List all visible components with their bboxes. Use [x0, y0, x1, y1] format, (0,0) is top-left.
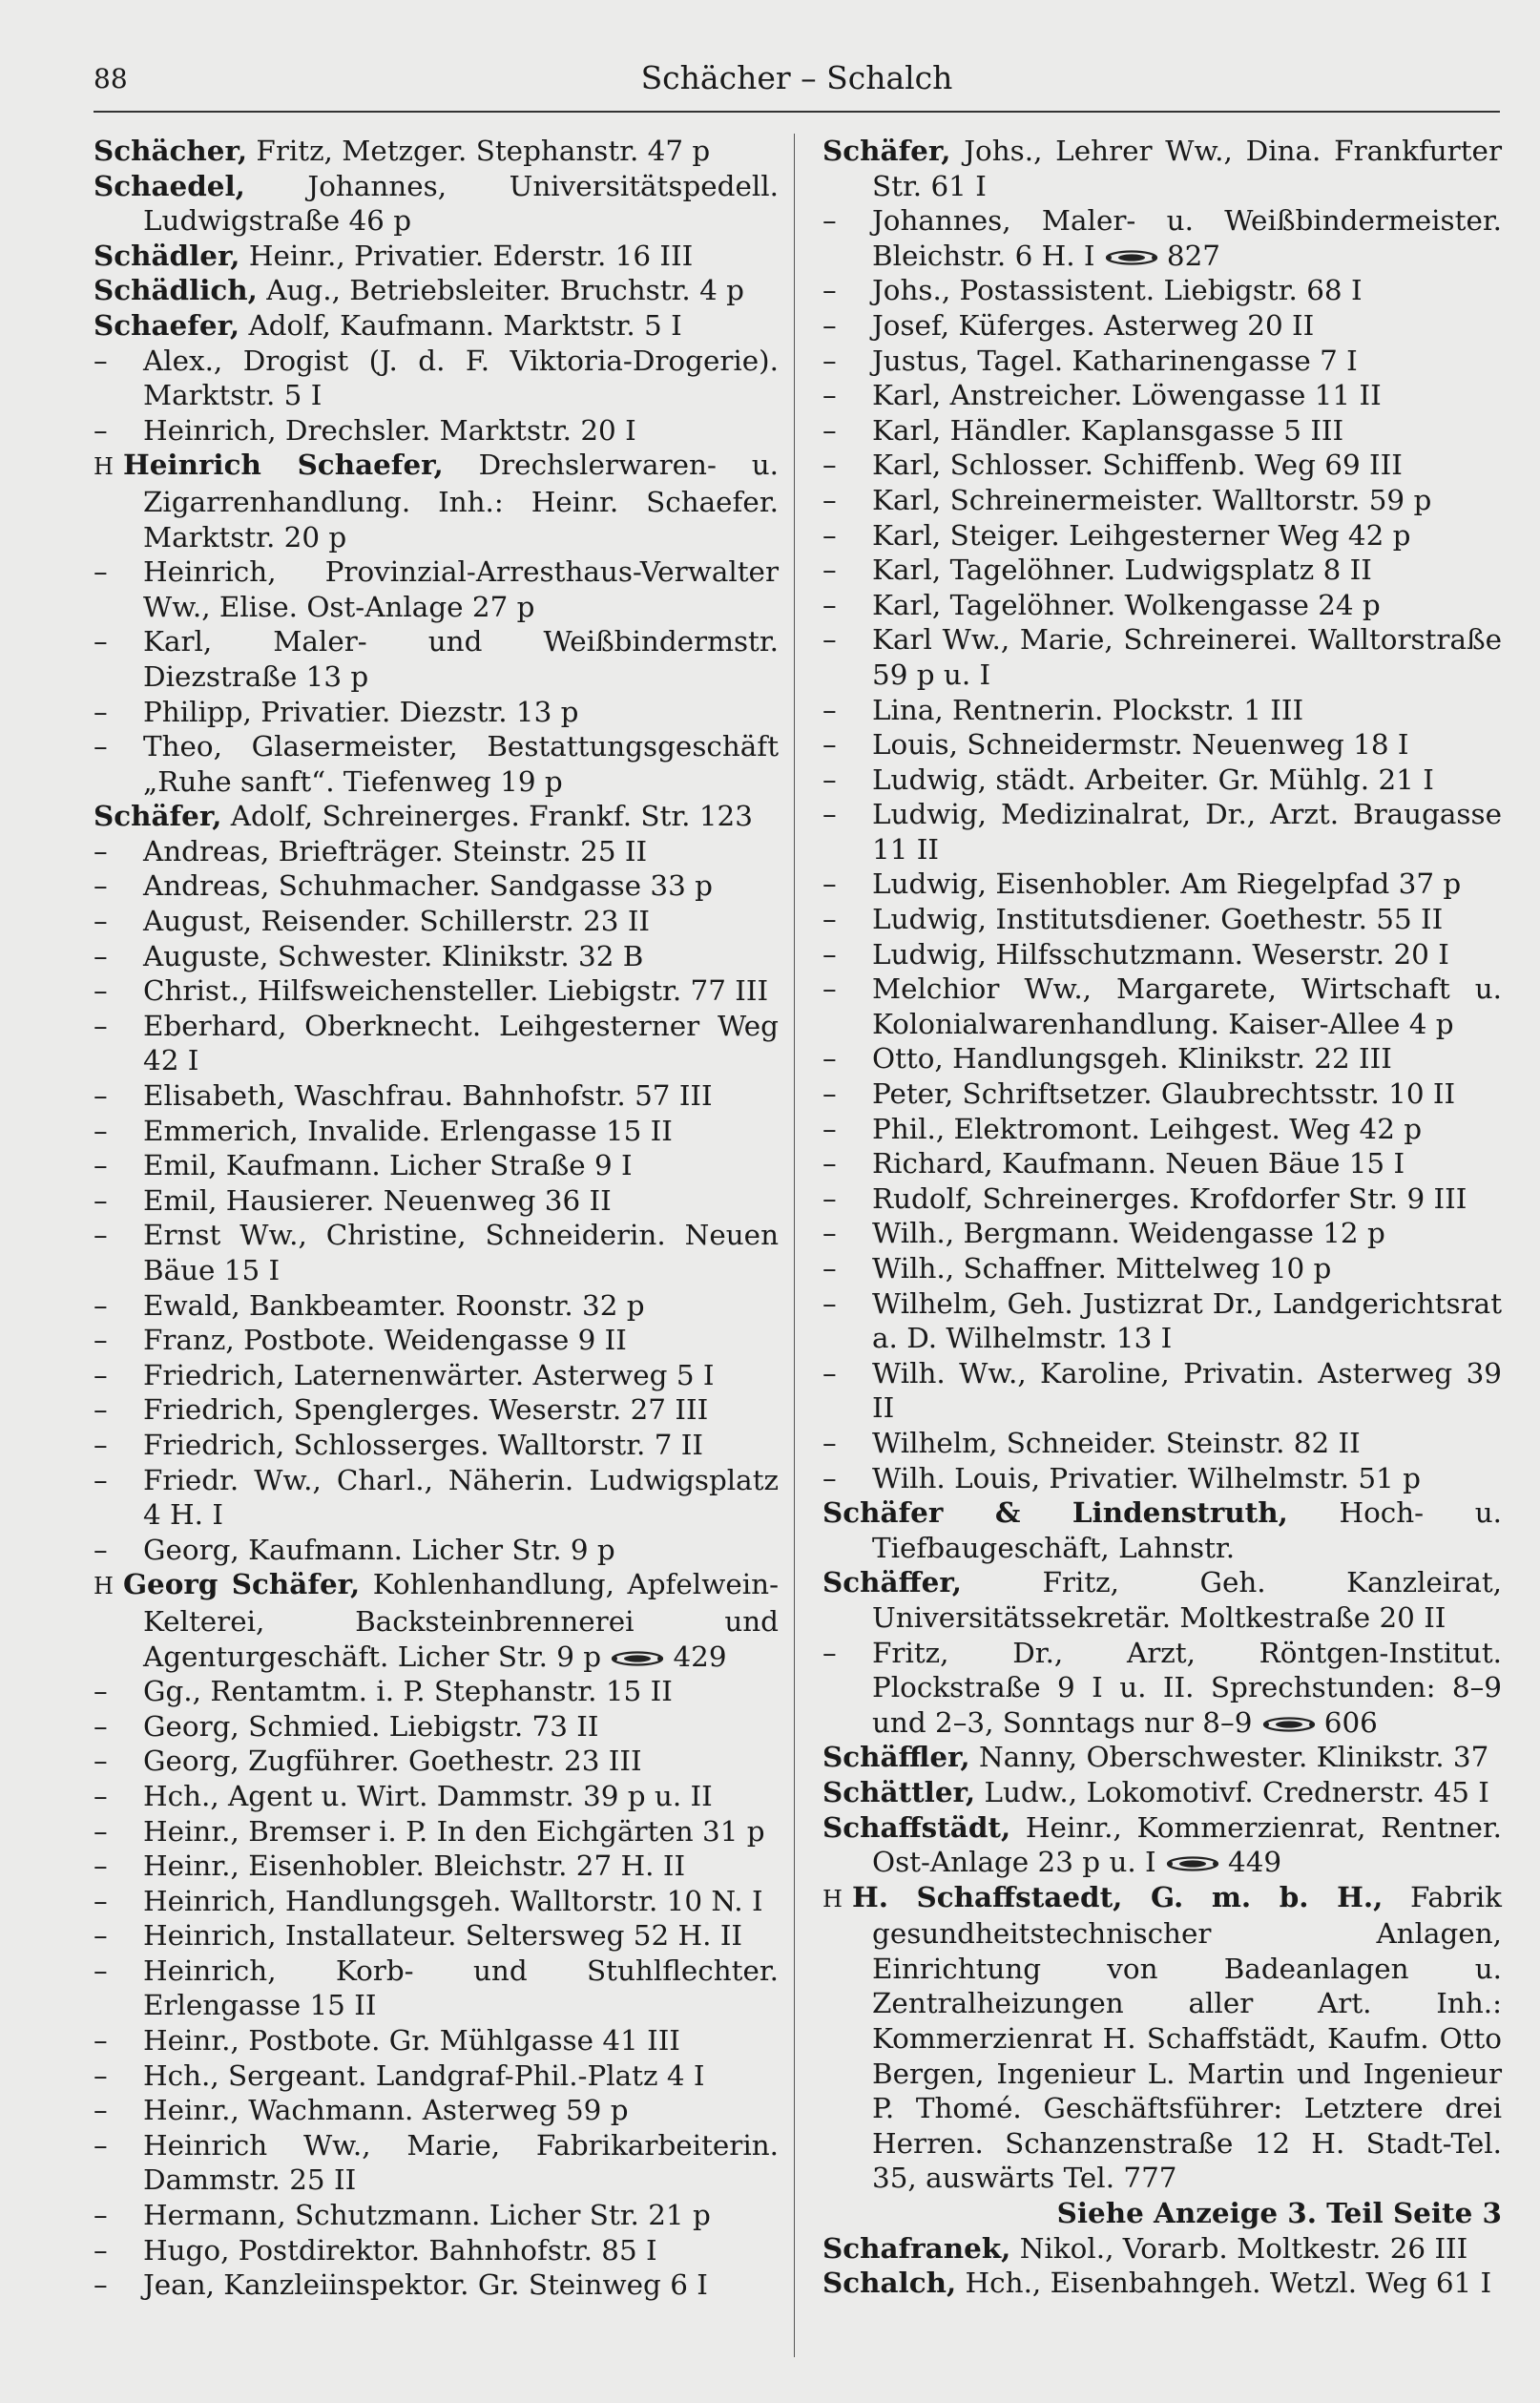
directory-entry — [94, 134, 779, 169]
directory-entry — [94, 308, 779, 344]
directory-entry — [94, 1358, 779, 1393]
ditto-dash — [94, 1429, 143, 1461]
entry-details: Georg, Kaufmann. Licher Str. 9 p — [143, 1533, 615, 1566]
directory-entry — [822, 203, 1502, 273]
directory-entry — [822, 588, 1502, 623]
directory-entry — [94, 1288, 779, 1324]
entry-details: Adolf, Schreinerges. Frankf. Str. 123 — [221, 800, 753, 833]
ditto-dash — [94, 625, 143, 658]
entry-details: Drechslerwaren- u. Zigarrenhandlung. Inh.: Heinr. Schaefer. Marktstr. 20 p — [143, 449, 779, 554]
entry-details: Melchior Ww., Margarete, Wirtschaft u. Kolonialwarenhandlung. Kaiser-Allee 4 p — [872, 972, 1502, 1040]
entry-details: Karl, Schreinermeister. Walltorstr. 59 p — [872, 483, 1432, 516]
ditto-dash — [94, 1149, 143, 1181]
directory-entry — [822, 1181, 1502, 1217]
entry-surname: Schaffstädt, — [822, 1809, 1011, 1844]
directory-entry — [822, 937, 1502, 972]
entry-surname: Schättler, — [822, 1774, 976, 1808]
entry-details: Eberhard, Oberknecht. Leihgesterner Weg 42 I — [143, 1009, 779, 1077]
entry-details: Emil, Hausierer. Neuenweg 36 II — [143, 1183, 612, 1217]
ditto-dash — [822, 1252, 872, 1285]
entry-details: Louis, Schneidermstr. Neuenweg 18 I — [872, 728, 1409, 762]
ditto-dash — [94, 1359, 143, 1391]
telephone-number: 827 — [1166, 239, 1220, 272]
telephone-icon — [1165, 1855, 1220, 1872]
directory-entry — [94, 344, 779, 413]
ditto-dash — [94, 555, 143, 588]
telephone-icon — [1261, 1716, 1317, 1733]
ditto-dash — [822, 1077, 872, 1110]
entry-details: Heinr., Privatier. Ederstr. 16 III — [239, 239, 694, 272]
directory-entry — [94, 624, 779, 694]
entry-details: Heinrich, Drechsler. Marktstr. 20 I — [143, 413, 636, 447]
telephone-icon — [610, 1650, 665, 1667]
directory-entry — [94, 1114, 779, 1149]
ditto-dash — [822, 204, 872, 237]
ditto-dash — [94, 2129, 143, 2162]
ditto-dash — [94, 1219, 143, 1251]
entry-details: Emil, Kaufmann. Licher Straße 9 I — [143, 1149, 633, 1182]
ditto-dash — [822, 1427, 872, 1459]
entry-surname: Schäffler, — [822, 1740, 970, 1774]
directory-entry — [822, 1251, 1502, 1286]
directory-entry — [822, 867, 1502, 902]
entry-details: Andreas, Schuhmacher. Sandgasse 33 p — [143, 869, 713, 903]
entry-details: August, Reisender. Schillerstr. 23 II — [143, 905, 651, 938]
directory-entry — [94, 413, 779, 449]
left-column — [94, 134, 779, 2303]
entry-details: Gg., Rentamtm. i. P. Stephanstr. 15 II — [143, 1675, 673, 1708]
entry-details: Peter, Schriftsetzer. Glaubrechtsstr. 10 II — [872, 1077, 1456, 1111]
directory-entry — [94, 169, 779, 239]
directory-entry — [822, 972, 1502, 1041]
entry-details: Karl, Tagelöhner. Wolkengasse 24 p — [872, 588, 1381, 621]
directory-entry — [822, 1076, 1502, 1112]
telephone-icon — [1104, 249, 1159, 266]
entry-details: Alex., Drogist (J. d. F. Viktoria-Drogerie). Marktstr. 5 I — [143, 344, 779, 412]
ditto-dash — [822, 589, 872, 621]
entry-details: Karl, Tagelöhner. Ludwigsplatz 8 II — [872, 554, 1372, 587]
directory-entry — [822, 727, 1502, 763]
ditto-dash — [94, 974, 143, 1007]
directory-entry — [822, 1740, 1502, 1775]
ditto-dash — [94, 414, 143, 447]
ditto-dash — [94, 1079, 143, 1112]
entry-details: Richard, Kaufmann. Neuen Bäue 15 I — [872, 1147, 1405, 1181]
entry-details: Wilh., Schaffner. Mittelweg 10 p — [872, 1252, 1332, 1285]
ditto-dash — [822, 903, 872, 935]
directory-entry — [822, 308, 1502, 344]
entry-details: Auguste, Schwester. Klinikstr. 32 B — [143, 939, 644, 972]
ditto-dash — [822, 1357, 872, 1390]
column-divider — [794, 134, 795, 2357]
directory-entry — [822, 622, 1502, 692]
entry-details: Hoch- u. Tiefbaugeschäft, Lahnstr. — [872, 1496, 1502, 1564]
entry-details: Emmerich, Invalide. Erlengasse 15 II — [143, 1114, 673, 1147]
directory-entry — [822, 1356, 1502, 1426]
directory-entry — [94, 239, 779, 274]
entry-details: Josef, Küferges. Asterweg 20 II — [872, 308, 1315, 342]
directory-entry — [94, 1779, 779, 1814]
entry-details: Ludwig, Medizinalrat, Dr., Arzt. Braugasse 11 II — [872, 798, 1502, 866]
directory-entry — [94, 1674, 779, 1709]
directory-entry — [94, 1709, 779, 1745]
ditto-dash — [94, 1885, 143, 1917]
entry-details: Wilh., Bergmann. Weidengasse 12 p — [872, 1217, 1385, 1250]
directory-entry — [94, 1183, 779, 1219]
entry-details: Heinr., Postbote. Gr. Mühlgasse 41 III — [143, 2024, 680, 2058]
directory-entry — [94, 904, 779, 939]
directory-entry — [94, 729, 779, 799]
ditto-dash — [822, 484, 872, 516]
directory-entry — [94, 2058, 779, 2094]
entry-details: Heinrich, Provinzial-Arresthaus-Verwalter Ww., Elise. Ost-Anlage 27 p — [143, 555, 779, 623]
directory-entry — [94, 799, 779, 834]
ditto-dash — [94, 1393, 143, 1426]
directory-entry — [822, 1495, 1502, 1565]
entry-details: Christ., Hilfsweichensteller. Liebigstr. 77 III — [143, 974, 769, 1008]
ditto-dash — [822, 1637, 872, 1669]
directory-entry — [822, 1775, 1502, 1810]
entry-details: Rudolf, Schreinerges. Krofdorfer Str. 9 III — [872, 1181, 1467, 1215]
entry-surname: Schäffer, — [822, 1565, 962, 1599]
entry-details: Wilhelm, Geh. Justizrat Dr., Landgerichtsrat a. D. Wilhelmstr. 13 I — [872, 1286, 1502, 1355]
ditto-dash — [94, 345, 143, 377]
telephone-number: 429 — [673, 1640, 727, 1673]
ditto-dash — [822, 1113, 872, 1145]
ditto-dash — [94, 905, 143, 937]
entry-surname: Schächer, — [94, 134, 248, 167]
entry-details: Fabrik gesundheitstechnischer Anlagen, Einrichtung von Badeanlagen u. Zentralheizungen aller Art. Inh.: Kommerzienrat H. Schaffstädt, Kaufm. Otto Bergen, Ingenieur L. Martin und Ingenieur P. Thomé. Geschäftsführer: Letztere drei Herren. Schanzenstraße 12 H. Stadt-Tel. 35, auswärts Tel. 777 — [872, 1880, 1502, 2195]
ditto-dash — [94, 1184, 143, 1217]
entry-details: Karl, Händler. Kaplansgasse 5 III — [872, 413, 1344, 447]
entry-details: Phil., Elektromont. Leihgest. Weg 42 p — [872, 1112, 1423, 1145]
entry-details: Elisabeth, Waschfrau. Bahnhofstr. 57 III — [143, 1079, 713, 1113]
entry-details: Kohlenhandlung, Apfelwein-Kelterei, Backsteinbrennerei und Agenturgeschäft. Licher Str. 9 p — [143, 1568, 779, 1673]
ditto-dash — [822, 1462, 872, 1494]
directory-entry — [822, 1636, 1502, 1741]
entry-surname: Schafranek, — [822, 2230, 1011, 2265]
entry-details: Ludw., Lokomotivf. Crednerstr. 45 I — [975, 1775, 1489, 1808]
page-number: 88 — [94, 63, 128, 94]
directory-entry — [94, 868, 779, 904]
directory-entry — [94, 1463, 779, 1533]
ditto-dash — [94, 1534, 143, 1566]
ditto-dash — [94, 1010, 143, 1042]
ditto-dash — [822, 274, 872, 306]
entry-details: Heinrich, Korb- und Stuhlflechter. Erlengasse 15 II — [143, 1954, 779, 2022]
directory-entry — [822, 1565, 1502, 1635]
entry-details: Wilh. Louis, Privatier. Wilhelmstr. 51 p — [872, 1461, 1421, 1494]
entry-details: Johs., Postassistent. Liebigstr. 68 I — [872, 274, 1363, 307]
entry-details: Ludwig, Eisenhobler. Am Riegelpfad 37 p — [872, 867, 1462, 901]
ditto-dash — [94, 835, 143, 867]
entry-details: Karl, Maler- und Weißbindermstr. Diezstraße 13 p — [143, 625, 779, 693]
entry-details: Friedr. Ww., Charl., Näherin. Ludwigsplatz 4 H. I — [143, 1463, 779, 1532]
directory-entry — [94, 2023, 779, 2058]
entry-details: Johannes, Maler- u. Weißbindermeister. Bleichstr. 6 H. I — [872, 204, 1502, 272]
entry-details: Friedrich, Schlosserges. Walltorstr. 7 II — [143, 1428, 703, 1461]
commercial-register-mark: H — [94, 453, 114, 481]
directory-entry — [94, 2198, 779, 2233]
directory-entry — [822, 1810, 1502, 1880]
entry-details: Heinr., Eisenhobler. Bleichstr. 27 H. II — [143, 1849, 686, 1883]
advertisement-reference: Siehe Anzeige 3. Teil Seite 3 — [1056, 2196, 1502, 2230]
directory-entry — [822, 413, 1502, 449]
directory-entry — [822, 1426, 1502, 1461]
entry-details: Jean, Kanzleiinspektor. Gr. Steinweg 6 I — [143, 2268, 708, 2302]
directory-entry — [94, 1918, 779, 1954]
directory-entry — [94, 1323, 779, 1358]
entry-details: Nikol., Vorarb. Moltkestr. 26 III — [1010, 2231, 1468, 2265]
directory-entry — [94, 695, 779, 730]
entry-details: Franz, Postbote. Weidengasse 9 II — [143, 1324, 627, 1357]
entry-details: Friedrich, Laternenwärter. Asterweg 5 I — [143, 1358, 715, 1391]
entry-details: Johannes, Universitätspedell. Ludwigstraße 46 p — [143, 169, 779, 238]
ditto-dash — [94, 869, 143, 902]
ditto-dash — [822, 554, 872, 586]
directory-entry — [94, 1954, 779, 2023]
ditto-dash — [94, 2059, 143, 2092]
directory-entry — [822, 1041, 1502, 1076]
directory-entry — [94, 1392, 779, 1428]
directory-entry — [822, 1216, 1502, 1251]
entry-surname: Schaedel, — [94, 168, 245, 202]
directory-entry — [822, 693, 1502, 728]
entry-details: Ludwig, Institutsdiener. Goethestr. 55 II — [872, 903, 1444, 936]
entry-surname: Schädlich, — [94, 273, 258, 307]
ditto-dash — [822, 728, 872, 761]
ditto-dash — [94, 1954, 143, 1987]
entry-details: Justus, Tagel. Katharinengasse 7 I — [872, 344, 1358, 377]
directory-entry — [822, 1461, 1502, 1496]
entry-details: Hch., Sergeant. Landgraf-Phil.-Platz 4 I — [143, 2058, 705, 2092]
ditto-dash — [822, 1182, 872, 1215]
directory-entry — [94, 939, 779, 974]
directory-entry — [94, 973, 779, 1009]
ditto-dash — [822, 449, 872, 481]
entry-details: Karl Ww., Marie, Schreinerei. Walltorstraße 59 p u. I — [872, 623, 1502, 691]
ditto-dash — [822, 1217, 872, 1249]
ditto-dash — [94, 1115, 143, 1147]
ditto-dash — [94, 1710, 143, 1743]
entry-details: Friedrich, Spenglerges. Weserstr. 27 III — [143, 1393, 709, 1427]
entry-details: Heinr., Kommerzienrat, Rentner. Ost-Anlage 23 p u. I — [872, 1810, 1502, 1879]
ditto-dash — [94, 1780, 143, 1812]
directory-entry — [822, 2266, 1502, 2301]
ditto-dash — [94, 1849, 143, 1882]
ditto-dash — [94, 1675, 143, 1707]
directory-entry — [822, 448, 1502, 483]
directory-entry — [822, 134, 1502, 203]
entry-firm-name: Georg Schäfer, — [122, 1567, 361, 1601]
entry-details: Lina, Rentnerin. Plockstr. 1 III — [872, 693, 1304, 726]
ditto-dash — [94, 2024, 143, 2057]
entry-surname: Schäfer, — [822, 134, 951, 167]
entry-details: Hermann, Schutzmann. Licher Str. 21 p — [143, 2199, 711, 2232]
directory-entry — [94, 1148, 779, 1183]
directory-entry — [822, 553, 1502, 588]
directory-entry — [822, 763, 1502, 798]
telephone-number: 606 — [1323, 1705, 1378, 1739]
directory-entry — [822, 902, 1502, 937]
entry-surname: Schädler, — [94, 238, 240, 272]
ditto-dash — [822, 763, 872, 796]
right-column — [822, 134, 1502, 2301]
entry-details: Andreas, Briefträger. Steinstr. 25 II — [143, 834, 648, 867]
entry-details: Ludwig, Hilfsschutzmann. Weserstr. 20 I — [872, 937, 1449, 971]
entry-details: Karl, Schlosser. Schiffenb. Weg 69 III — [872, 449, 1403, 482]
ditto-dash — [822, 379, 872, 411]
entry-surname: Schaefer, — [94, 307, 240, 342]
ditto-dash — [94, 1289, 143, 1322]
entry-details: Johs., Lehrer Ww., Dina. Frankfurter Str. 61 I — [872, 135, 1502, 202]
directory-entry — [94, 1849, 779, 1884]
entry-details: Ernst Ww., Christine, Schneiderin. Neuen Bäue 15 I — [143, 1219, 779, 1286]
directory-entry — [94, 448, 779, 554]
entry-details: Heinrich, Installateur. Seltersweg 52 H. II — [143, 1919, 743, 1953]
ditto-dash — [94, 1464, 143, 1496]
directory-entry — [94, 1078, 779, 1114]
directory-entry — [94, 1428, 779, 1463]
entry-details: Heinr., Bremser i. P. In den Eichgärten 31 p — [143, 1814, 765, 1848]
entry-details: Fritz, Geh. Kanzleirat, Universitätssekretär. Moltkestraße 20 II — [872, 1566, 1502, 1634]
ditto-dash — [822, 414, 872, 447]
directory-entry — [94, 2267, 779, 2303]
ditto-dash — [94, 2094, 143, 2126]
ditto-dash — [94, 1815, 143, 1848]
ditto-dash — [822, 345, 872, 377]
ditto-dash — [822, 309, 872, 342]
telephone-number: 449 — [1228, 1846, 1282, 1879]
entry-surname: Schäfer, — [94, 799, 222, 833]
ditto-dash — [94, 1745, 143, 1777]
entry-details: Otto, Handlungsgeh. Klinikstr. 22 III — [872, 1042, 1392, 1076]
ditto-dash — [94, 2234, 143, 2267]
directory-entry — [94, 1814, 779, 1849]
entry-firm-name: Heinrich Schaefer, — [122, 448, 444, 482]
directory-entry — [94, 1884, 779, 1919]
page-header — [94, 59, 1500, 113]
entry-details: Adolf, Kaufmann. Marktstr. 5 I — [239, 308, 682, 342]
ditto-dash — [94, 2268, 143, 2301]
directory-entry — [94, 554, 779, 624]
ditto-dash — [822, 938, 872, 971]
directory-entry — [822, 273, 1502, 308]
entry-details: Fritz, Dr., Arzt, Röntgen-Institut. Plockstraße 9 I u. II. Sprechstunden: 8–9 und 2–3, Sonntags nur 8–9 — [872, 1636, 1502, 1739]
entry-details: Aug., Betriebsleiter. Bruchstr. 4 p — [257, 274, 744, 307]
ditto-dash — [822, 798, 872, 830]
entry-details: Hugo, Postdirektor. Bahnhofstr. 85 I — [143, 2233, 657, 2267]
commercial-register-mark: H — [94, 1573, 114, 1600]
commercial-register-mark: H — [822, 1885, 843, 1912]
ditto-dash — [94, 1919, 143, 1952]
entry-details: Theo, Glasermeister, Bestattungsgeschäft „Ruhe sanft“. Tiefenweg 19 p — [143, 730, 779, 798]
entry-details: Philipp, Privatier. Diezstr. 13 p — [143, 695, 579, 728]
entry-details: Hch., Agent u. Wirt. Dammstr. 39 p u. II — [143, 1779, 713, 1812]
entry-details: Hch., Eisenbahngeh. Wetzl. Weg 61 I — [956, 2267, 1492, 2300]
entry-details: Wilhelm, Schneider. Steinstr. 82 II — [872, 1426, 1361, 1459]
entry-details: Karl, Anstreicher. Löwengasse 11 II — [872, 379, 1382, 412]
directory-entry — [94, 834, 779, 869]
directory-entry — [822, 518, 1502, 554]
entry-details: Karl, Steiger. Leihgesterner Weg 42 p — [872, 518, 1411, 552]
ditto-dash — [822, 1147, 872, 1180]
directory-entry — [822, 1112, 1502, 1147]
directory-entry — [94, 1218, 779, 1287]
directory-entry — [822, 483, 1502, 518]
directory-entry — [822, 344, 1502, 379]
ditto-dash — [822, 867, 872, 900]
entry-details: Georg, Zugführer. Goethestr. 23 III — [143, 1745, 642, 1778]
directory-entry — [94, 2093, 779, 2128]
directory-entry — [822, 1146, 1502, 1181]
ditto-dash — [822, 972, 872, 1005]
directory-entry — [822, 378, 1502, 413]
entry-surname: Schalch, — [822, 2266, 957, 2300]
directory-entry — [94, 2128, 779, 2198]
directory-entry — [94, 1567, 779, 1674]
directory-entry — [822, 1880, 1502, 2196]
entry-details: Heinrich Ww., Marie, Fabrikarbeiterin. Dammstr. 25 II — [143, 2128, 779, 2197]
running-title: Schächer – Schalch — [640, 59, 953, 96]
entry-details: Georg, Schmied. Liebigstr. 73 II — [143, 1709, 599, 1743]
directory-entry — [822, 1286, 1502, 1356]
ditto-dash — [822, 1042, 872, 1075]
directory-entry — [94, 1744, 779, 1779]
directory-entry — [94, 1009, 779, 1078]
directory-entry — [94, 2233, 779, 2268]
ditto-dash — [822, 694, 872, 726]
entry-surname: Schäfer & Lindenstruth, — [822, 1495, 1288, 1530]
directory-entry — [94, 273, 779, 308]
ditto-dash — [94, 2199, 143, 2231]
ditto-dash — [822, 519, 872, 552]
directory-entry — [94, 1533, 779, 1568]
entry-details: Heinr., Wachmann. Asterweg 59 p — [143, 2094, 629, 2127]
entry-details: Fritz, Metzger. Stephanstr. 47 p — [247, 135, 711, 167]
entry-firm-name: H. Schaffstaedt, G. m. b. H., — [851, 1879, 1384, 1913]
entry-details: Heinrich, Handlungsgeh. Walltorstr. 10 N. I — [143, 1884, 763, 1917]
directory-entry — [822, 2231, 1502, 2267]
entry-details: Ewald, Bankbeamter. Roonstr. 32 p — [143, 1288, 645, 1322]
ditto-dash — [94, 940, 143, 972]
ditto-dash — [822, 1287, 872, 1320]
ditto-dash — [94, 696, 143, 728]
entry-details: Wilh. Ww., Karoline, Privatin. Asterweg 39 II — [872, 1356, 1502, 1425]
entry-details: Ludwig, städt. Arbeiter. Gr. Mühlg. 21 I — [872, 763, 1434, 796]
directory-entry — [822, 797, 1502, 867]
ditto-dash — [822, 623, 872, 656]
entry-details: Nanny, Oberschwester. Klinikstr. 37 — [969, 1741, 1489, 1774]
ditto-dash — [94, 730, 143, 763]
ditto-dash — [94, 1324, 143, 1356]
